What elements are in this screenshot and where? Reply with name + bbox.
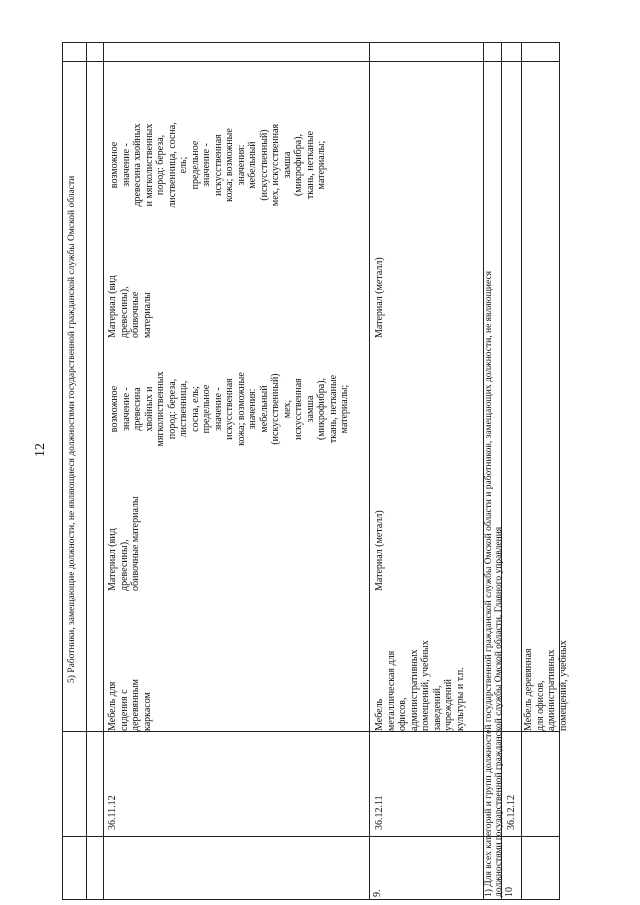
row-name: Мебель деревянная для офисов, административных помещений, учебных [523, 640, 569, 731]
char2-material: Материал (вид древесины), обивочные материалы [107, 275, 153, 338]
rule [86, 43, 87, 899]
row-code: 36.12.12 [506, 795, 517, 830]
row-code: 36.12.11 [374, 795, 385, 830]
val2-description: возможное значение - древесина хвойных и мягколиственных пород: береза, лиственница, сосна, ель; предельное значение - искусственная кожа; возможные значения: мебельный (искусственный) мех, искусственная замша (микрофибра), ткань, нетканые материалы; [109, 122, 327, 208]
row-number: 9. [372, 889, 383, 897]
rule [369, 43, 370, 899]
row-number: 10 [504, 887, 515, 897]
char1-material: Материал (металл) [374, 510, 385, 591]
footnote: 1) Для всех категорий и групп должностей государственной гражданской службы Омской области и работников, замещающих должности, не являющиеся должностями государственной гражданской службы Омской области, Главного управления [484, 270, 504, 897]
row-name: Мебель для сидения с деревянным каркасом [107, 679, 153, 731]
document-table [62, 42, 569, 900]
row-name: Мебель металлическая для офисов, административных помещений, учебных заведений, учреждений культуры и т.п. [374, 640, 466, 731]
rule [103, 43, 104, 899]
char1-material: Материал (вид древесины), обивочные материалы [107, 496, 141, 591]
char2-material: Материал (металл) [374, 257, 385, 338]
rule [521, 43, 522, 899]
page-number: 12 [33, 443, 48, 457]
row-code: 36.11.12 [107, 795, 118, 830]
section-header: 5) Работники, замещающие должности, не являющиеся должностями государственной гражданской службы Омской области [67, 175, 77, 683]
val1-description: возможное значение - древесина хвойных и мягколиственных пород: береза, лиственница, сосна, ель; предельное значение - искусственная кожа; возможные значения: мебельный (искусственный) мех, искусственная замша (микрофибра), ткань, нетканые материалы; [109, 371, 350, 447]
